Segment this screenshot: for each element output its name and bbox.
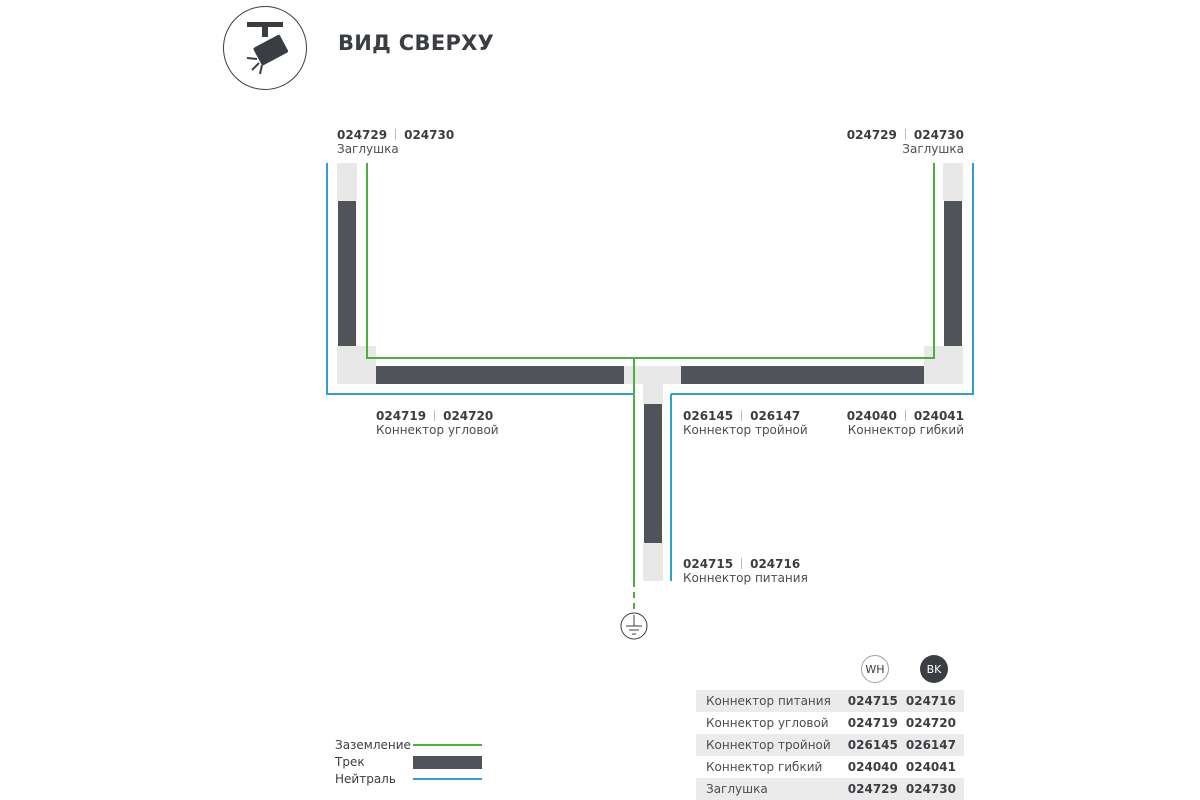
- row-code-bk: 026147: [906, 734, 964, 756]
- row-code-wh: 024719: [847, 716, 898, 730]
- label-end-cap-right: 024729 024730 Заглушка: [846, 128, 964, 156]
- legend-ground-label: Заземление: [335, 738, 411, 752]
- label-power-connector: 024715 024716 Коннектор питания: [683, 557, 808, 585]
- track-horizontal-left: [376, 366, 624, 384]
- legend-neutral-label: Нейтраль: [335, 772, 396, 786]
- legend-neutral-swatch: [413, 778, 482, 780]
- row-code-bk: 024716: [906, 690, 964, 712]
- track-left-vertical: [338, 201, 356, 346]
- power-connector: [643, 543, 663, 581]
- corner-connector-right: [924, 346, 963, 384]
- legend-ground-swatch: [413, 744, 482, 746]
- row-name: Коннектор угловой: [706, 716, 829, 730]
- row-code-wh: 024040: [847, 760, 898, 774]
- label-corner-connector: 024719 024720 Коннектор угловой: [376, 409, 499, 437]
- track-horizontal-right: [681, 366, 924, 384]
- legend-track-swatch: [413, 756, 482, 769]
- legend-ground: [335, 738, 482, 752]
- row-name: Коннектор тройной: [696, 734, 848, 756]
- legend-track-label: Трек: [335, 755, 365, 769]
- badge-black: BK: [920, 655, 948, 683]
- page-title: ВИД СВЕРХУ: [338, 31, 495, 55]
- track-stem: [644, 404, 662, 543]
- row-code-wh: 026145: [848, 734, 906, 756]
- row-name: Коннектор питания: [696, 690, 848, 712]
- label-end-cap-left: 024729 024730 Заглушка: [337, 128, 455, 156]
- row-name: Коннектор гибкий: [706, 760, 823, 774]
- tee-connector-stem: [643, 384, 663, 404]
- row-name: Заглушка: [696, 778, 848, 800]
- legend-track: [335, 755, 482, 769]
- row-code-bk: 024041: [905, 760, 956, 774]
- tee-connector: [624, 366, 681, 384]
- legend-neutral: [335, 772, 482, 786]
- label-flex-connector: 024040 024041 Коннектор гибкий: [846, 409, 964, 437]
- table-row: [696, 756, 964, 778]
- end-cap-left: [337, 163, 357, 201]
- track-right-vertical: [944, 201, 962, 346]
- table-row: [696, 712, 964, 734]
- table-row: [696, 778, 964, 800]
- table-row: [696, 734, 964, 756]
- article-table: [696, 690, 964, 800]
- label-tee-connector: 026145 026147 Коннектор тройной: [683, 409, 808, 437]
- row-code-bk: 024720: [905, 716, 956, 730]
- ground-symbol-icon: [621, 613, 647, 639]
- badge-white: WH: [861, 655, 889, 683]
- corner-connector-left: [337, 346, 376, 384]
- ground-wire: [367, 163, 934, 358]
- table-row: [696, 690, 964, 712]
- row-code-wh: 024729: [848, 778, 906, 800]
- row-code-bk: 024730: [906, 778, 964, 800]
- row-code-wh: 024715: [848, 690, 906, 712]
- end-cap-right: [943, 163, 963, 201]
